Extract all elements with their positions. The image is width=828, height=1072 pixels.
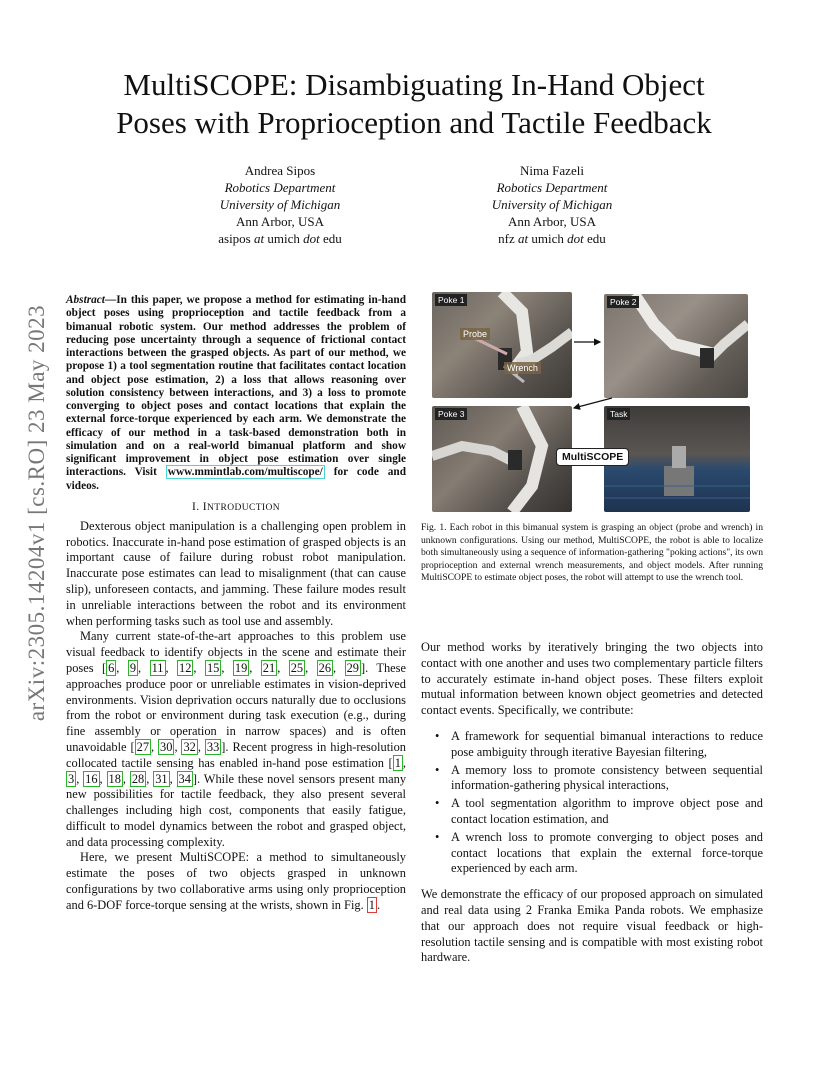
citation-link[interactable]: 26 — [318, 660, 332, 675]
email-tld: edu — [322, 231, 342, 246]
intro-paragraph-2 — [66, 629, 406, 850]
abstract — [66, 294, 406, 493]
author-name: Andrea Sipos — [244, 163, 316, 178]
panel-label: Poke 1 — [435, 294, 467, 306]
author-block-1 — [160, 162, 400, 247]
text-span: Many current state-of-the-art approaches to this problem use visual feedback to identify objects in the scene and estimate their poses [ — [66, 629, 406, 675]
robot-arm-illustration — [604, 294, 748, 398]
citation-link[interactable]: 32 — [183, 739, 196, 754]
list-item: • A tool segmentation algorithm to improve object pose and contact location estimation, and — [451, 796, 763, 828]
email-tld: edu — [587, 231, 606, 246]
right-column — [421, 640, 763, 966]
email-domain: umich — [531, 231, 564, 246]
text-span: ]. These approaches produce poor or unreliable estimates in vision-deprived environments. Vision deprivation occurs naturally due to occlusions from the robot or environment during task execution (e.g., during fine assembly or operation in narrow spaces) and is often unavoidable [ — [66, 660, 406, 754]
citation-list: 6 , 9 , 11 , 12 , 15 , 19 , 21 , 25 , 26 , 29 — [108, 660, 359, 675]
citation-link[interactable]: 12 — [179, 660, 192, 675]
text-span: ]. Recent progress in high-resolution collocated tactile sensing has enabled in-hand pose estimation [ — [66, 739, 406, 770]
introduction-body — [66, 519, 406, 914]
author-univ: University of Michigan — [219, 197, 341, 212]
panel-label: Task — [607, 408, 630, 420]
text-span: ]. While these novel sensors present many new possibilities for tactile feedback, they also present several challenges including high cost, components that easily fatigue, difficult to model dynamics between the robot and grasped object, and data processing complexity. — [66, 771, 407, 849]
figure-1 — [432, 292, 750, 512]
author-email — [160, 230, 400, 247]
text-span: Here, we present MultiSCOPE: a method to simultaneously estimate the poses of two objects grasped in unknown configurations by two collaborative arms using only proprioception and 6-DOF force-torque sensing at the wrists, shown in Fig. — [66, 850, 406, 912]
section-heading-introduction — [66, 501, 406, 513]
citation-link[interactable]: 31 — [155, 771, 168, 786]
figure-caption: Fig. 1. Each robot in this bimanual system is grasping an object (probe and wrench) in unknown configurations. Using our method, MultiSCOPE, the robot is able to localize both simultaneously using a sequence of information-gathering "poking actions", its own proprioception and external wrench measurements, and object models. After running MultiSCOPE to estimate object poses, the robot will attempt to use the wrench tool. — [421, 522, 763, 584]
email-user: asipos — [218, 231, 251, 246]
citation-link[interactable]: 3 — [68, 771, 75, 786]
citation-link[interactable]: 30 — [160, 739, 173, 754]
email-user: nfz — [498, 231, 515, 246]
figure-panel-poke-3 — [432, 406, 572, 512]
author-name: Nima Fazeli — [520, 163, 584, 178]
citation-link[interactable]: 27 — [136, 739, 150, 754]
citation-link[interactable]: 19 — [234, 660, 248, 675]
email-at: at — [253, 231, 265, 246]
citation-link[interactable]: 25 — [290, 660, 304, 675]
citation-link[interactable]: 11 — [151, 660, 164, 675]
robot-arm-illustration — [432, 406, 572, 512]
text-span: . — [377, 897, 381, 912]
figure-reference-link[interactable]: 1 — [368, 897, 375, 912]
figure-panel-poke-2 — [604, 294, 748, 398]
citation-link[interactable]: 21 — [262, 660, 276, 675]
citation-link[interactable]: 16 — [85, 771, 98, 786]
abstract-text: In this paper, we propose a method for estimating in-hand object poses using proprioception and tactile feedback from a bimanual robotic system. Our method addresses the problem of reducing pose uncertainty through a sequence of frictional contact interactions between the grasped objects. As part of our method, we propose 1) a tool segmentation routine that facilitates contact location and object pose estimation, 2) a loss that allows reasoning over solution consistency between interactions, and 3) a loss to promote converging to object poses and contact locations that explain the external force-torque experienced by each arm. We demonstrate the efficacy of our method in a task-based demonstration both in simulation and on a real-world bimanual platform and show significant improvement in object pose estimation over single interactions. Visit — [66, 294, 406, 479]
citation-list: 1 , 3 , 16 , 18 , 28 , 31 , 34 — [68, 755, 406, 786]
panel-label: Poke 3 — [435, 408, 467, 420]
author-city: Ann Arbor, USA — [236, 214, 324, 229]
author-dept: Robotics Department — [496, 180, 608, 195]
email-dot: dot — [567, 231, 584, 246]
citation-link[interactable]: 15 — [206, 660, 220, 675]
author-email — [432, 230, 672, 247]
citation-link[interactable]: 29 — [346, 660, 359, 675]
section-title-rest: NTRODUCTION — [207, 502, 281, 513]
abstract-label: Abstract — [66, 294, 105, 306]
title-line-1: MultiSCOPE: Disambiguating In-Hand Object — [123, 67, 705, 102]
email-domain: umich — [267, 231, 300, 246]
section-title-initial: I — [202, 500, 207, 513]
panel-label: Poke 2 — [607, 296, 639, 308]
project-link[interactable]: www.mmintlab.com/multiscope/ — [167, 466, 323, 479]
section-number: I. — [191, 500, 200, 513]
title-line-2: Poses with Proprioception and Tactile Feedback — [116, 105, 712, 140]
paper-title — [60, 66, 768, 142]
citation-list: 27 , 30 , 32 , 33 — [136, 739, 220, 754]
author-univ: University of Michigan — [491, 197, 613, 212]
arxiv-identifier: arXiv:2305.14204v1 [cs.RO] 23 May 2023 — [24, 304, 49, 722]
abstract-dash: — — [104, 294, 117, 306]
email-dot: dot — [303, 231, 320, 246]
wrench-label: Wrench — [504, 362, 541, 374]
contributions-list — [421, 729, 763, 877]
abstract-tail: for code and videos. — [66, 466, 406, 492]
citation-link[interactable]: 9 — [129, 660, 137, 675]
list-item: • A framework for sequential bimanual interactions to reduce pose ambiguity through iterative Bayesian filtering, — [451, 729, 763, 761]
list-item: • A memory loss to promote consistency between sequential information-gathering physical interactions, — [451, 763, 763, 795]
intro-paragraph-3 — [66, 850, 406, 913]
intro-paragraph-1: Dexterous object manipulation is a challenging open problem in robotics. Inaccurate in-hand pose estimation of grasped objects is an important cause of failure during robust robot manipulation. Inaccurate pose estimates can lead to misalignment (that can cause slip), unforeseen contacts, and jamming. These failure modes result in unreliable interactions between the robot and its environment when performing tasks such as tool use and assembly. — [66, 518, 406, 628]
author-city: Ann Arbor, USA — [508, 214, 596, 229]
right-paragraph-1: Our method works by iteratively bringing the two objects into contact with one another and uses two complementary particle filters to accurately estimate in-hand object poses. These filters exploit mutual information between known object geometries and detected contact events. Specifically, we contribute: — [421, 640, 763, 718]
citation-link[interactable]: 34 — [178, 771, 191, 786]
citation-link[interactable]: 28 — [131, 771, 145, 786]
citation-link[interactable]: 1 — [394, 755, 401, 770]
left-column — [66, 294, 406, 914]
multiscope-label: MultiSCOPE — [556, 448, 629, 466]
author-dept: Robotics Department — [224, 180, 336, 195]
robot-arm-illustration — [432, 292, 572, 398]
citation-link[interactable]: 33 — [206, 739, 220, 754]
citation-link[interactable]: 18 — [108, 771, 121, 786]
email-at: at — [518, 231, 529, 246]
figure-panel-poke-1 — [432, 292, 572, 398]
right-paragraph-2: We demonstrate the efficacy of our proposed approach on simulated and real data using 2 Franka Emika Panda robots. We emphasize that our approach does not require visual feedback or high-resolution tactile sensing and is compatible with most existing robot hardware. — [421, 887, 763, 965]
arxiv-sidebar — [22, 268, 52, 758]
probe-label: Probe — [460, 328, 490, 340]
citation-link[interactable]: 6 — [108, 660, 115, 675]
list-item: • A wrench loss to promote converging to object poses and contact locations that explain the external force-torque experienced by each arm. — [451, 830, 763, 877]
author-block-2 — [432, 162, 672, 247]
